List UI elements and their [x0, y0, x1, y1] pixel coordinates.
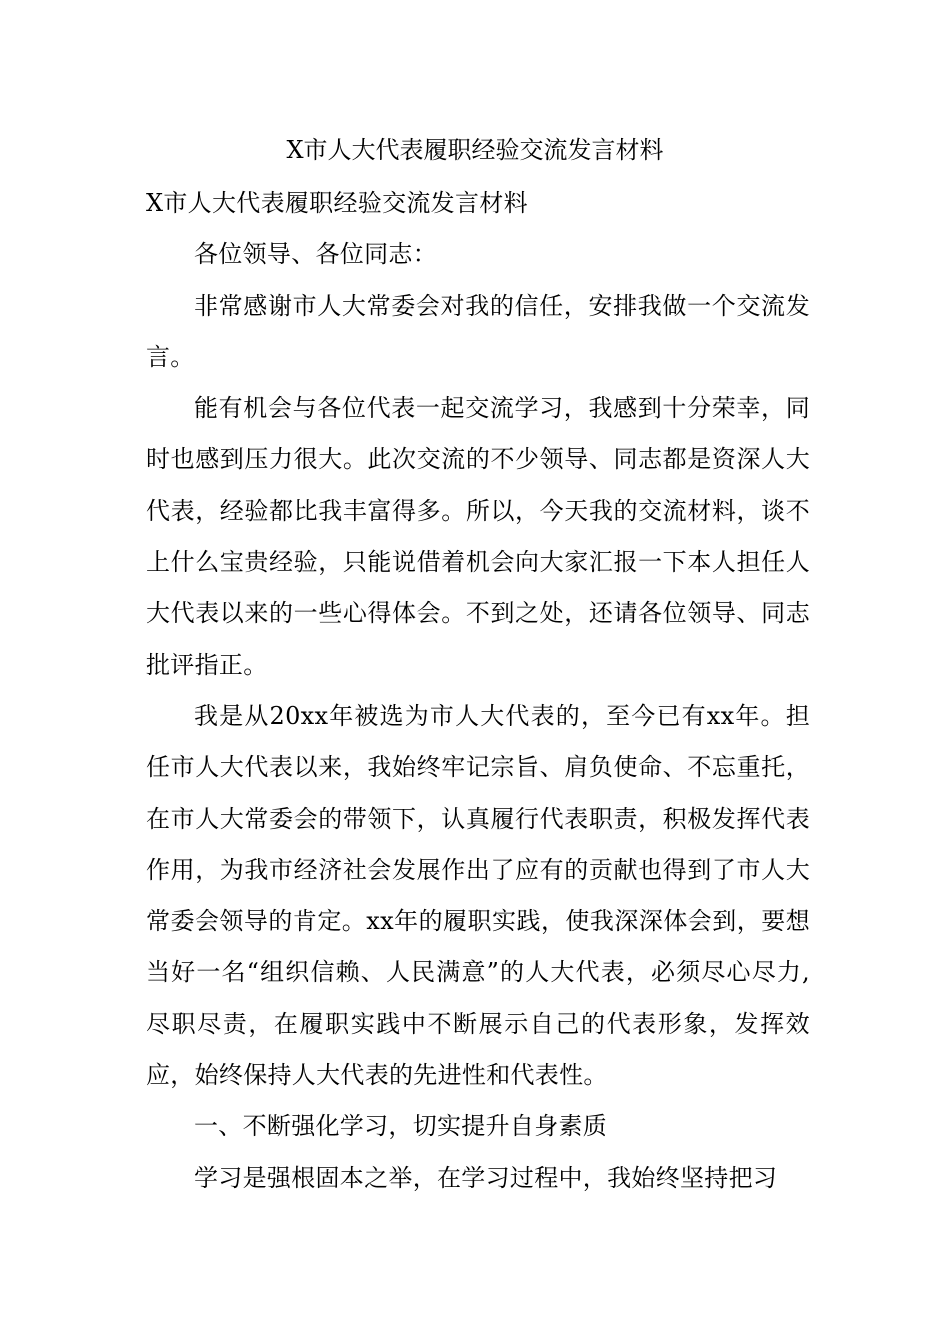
section-heading: 一、不断强化学习，切实提升自身素质: [194, 1112, 608, 1141]
document-title: X市人大代表履职经验交流发言材料: [286, 136, 664, 164]
salutation-paragraph: 各位领导、各位同志：: [194, 240, 437, 269]
thanks-paragraph: 非常感谢市人大常委会对我的信任，安排我做一个交流发言。: [146, 291, 810, 371]
experience-paragraph: 我是从20xx年被选为市人大代表的，至今已有xx年。担任市人大代表以来，我始终牢记宗旨、肩负使命、不忘重托，在市人大常委会的带领下，认真履行代表职责，积极发挥代表作用，为我市经济社会发展作出了应有的贡献也得到了市人大常委会领导的肯定。xx年的履职实践，使我深深体会到，要想当好一名“组织信赖、人民满意”的人大代表，必须尽心尽力,尽职尽责，在履职实践中不断展示自己的代表形象，发挥效应，始终保持人大代表的先进性和代表性。: [146, 701, 810, 1090]
document-subtitle: X市人大代表履职经验交流发言材料: [146, 189, 528, 217]
document-body: [146, 178, 810, 1204]
intro-paragraph: 能有机会与各位代表一起交流学习，我感到十分荣幸，同时也感到压力很大。此次交流的不少领导、同志都是资深人大代表，经验都比我丰富得多。所以，今天我的交流材料，谈不上什么宝贵经验，只能说借着机会向大家汇报一下本人担任人大代表以来的一些心得体会。不到之处，还请各位领导、同志批评指正。: [146, 394, 810, 679]
study-paragraph: 学习是强根固本之举，在学习过程中，我始终坚持把习: [194, 1163, 778, 1192]
